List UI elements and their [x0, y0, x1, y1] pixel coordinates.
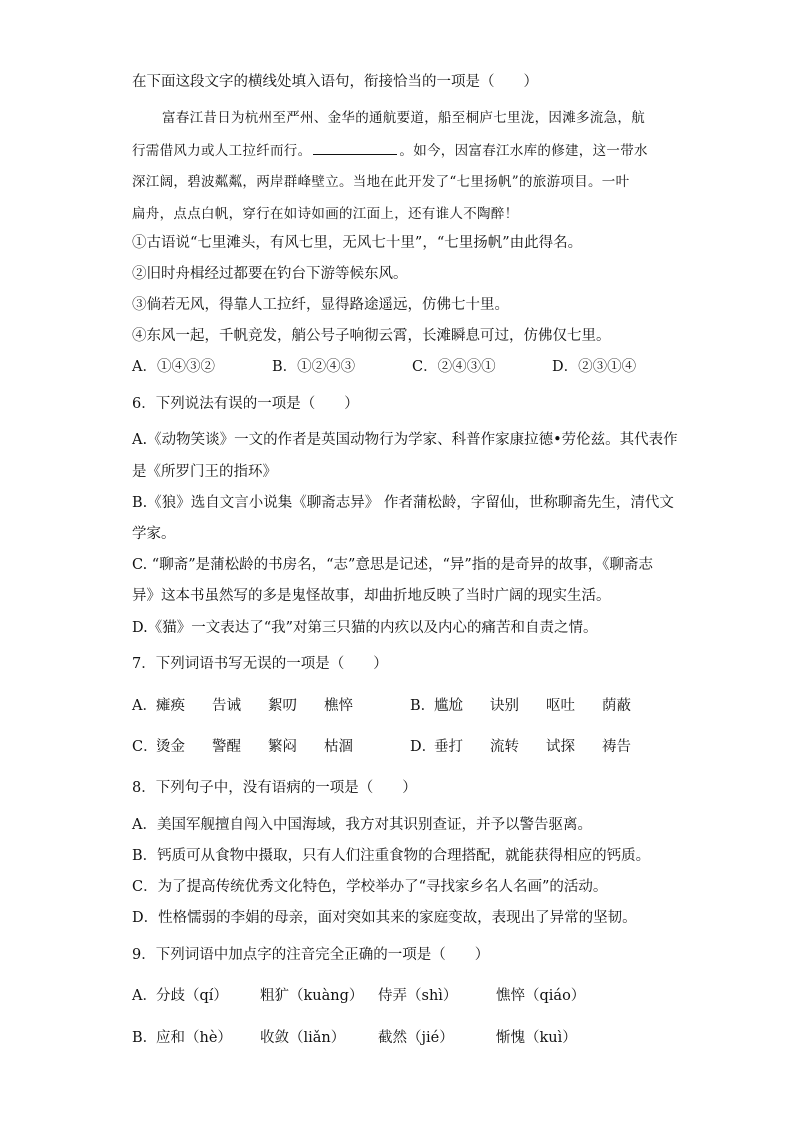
q7-label-c: C． — [132, 739, 158, 755]
q7-c-word-3: 繁闷 — [268, 739, 297, 755]
q7-label-d: D． — [410, 739, 437, 755]
q5-sentence-3: ③倘若无风，得靠人工拉纤，显得路途遥远，仿佛七十里。 — [132, 297, 509, 313]
q5-answer-blank — [313, 140, 397, 155]
q5-option-d: D．②③①④ — [552, 359, 637, 375]
q7-c-word-2: 警醒 — [212, 739, 241, 755]
q6-option-d: D.《猫》一文表达了“我”对第三只猫的内疚以及内心的痛苦和自责之情。 — [132, 620, 598, 636]
q6-option-c-line-1: C. “聊斋”是蒲松龄的书房名，“志”意思是记述，“异”指的是奇异的故事，《聊斋志 — [132, 557, 654, 573]
q5-option-a: A．①④③② — [132, 359, 215, 375]
q5-option-c: C．②④③① — [412, 359, 496, 375]
q7-b-word-2: 诀别 — [490, 698, 519, 714]
q5-option-b: B．①②④③ — [272, 359, 356, 375]
q5-sentence-2: ②旧时舟楫经过都要在钓台下游等候东风。 — [132, 266, 408, 282]
q5-passage-line-2 — [132, 140, 648, 161]
q9-a-item-4: 憔悴（qiáo） — [496, 988, 586, 1004]
q5-passage-text-2a: 行需借风力或人工拉纤而行。 — [132, 143, 312, 159]
q9-a-item-3: 侍弄（shì） — [378, 988, 458, 1004]
q6-option-c-line-2: 异》这本书虽然写的多是鬼怪故事，却曲折地反映了当时广阔的现实生活。 — [132, 588, 611, 604]
q8-option-d: D．性格懦弱的李娟的母亲，面对突如其来的家庭变故，表现出了异常的坚韧。 — [132, 910, 637, 926]
q7-b-word-1: 尴尬 — [434, 698, 463, 714]
q9-a-item-1: 分歧（qí） — [156, 988, 228, 1004]
q7-a-word-4: 樵悴 — [324, 698, 353, 714]
q9-stem: 9．下列词语中加点字的注音完全正确的一项是（ ） — [132, 947, 490, 963]
q6-option-a-line-2: 是《所罗门王的指环》 — [132, 464, 277, 480]
q8-option-a: A．美国军舰擅自闯入中国海域，我方对其识别查证，并予以警告驱离。 — [132, 817, 592, 833]
q9-b-item-2: 收敛（liǎn） — [260, 1030, 346, 1046]
q6-option-a-line-1: A.《动物笑谈》一文的作者是英国动物行为学家、科普作家康拉德•劳伦兹。其代表作 — [132, 432, 678, 448]
q5-sentence-1: ①古语说“七里滩头，有风七里，无风七十里”，“七里扬帆”由此得名。 — [132, 235, 583, 251]
q9-b-item-1: 应和（hè） — [156, 1030, 232, 1046]
q8-option-c: C．为了提高传统优秀文化特色，学校举办了“寻找家乡名人名画”的活动。 — [132, 879, 608, 895]
q7-c-word-1: 烫金 — [156, 739, 185, 755]
q7-b-word-3: 呕吐 — [546, 698, 575, 714]
q7-a-word-3: 絮叨 — [268, 698, 297, 714]
q7-a-word-1: 瘫痪 — [156, 698, 185, 714]
q8-stem: 8．下列句子中，没有语病的一项是（ ） — [132, 780, 417, 796]
q7-stem: 7．下列词语书写无误的一项是（ ） — [132, 656, 388, 672]
q7-options-row-2 — [132, 737, 631, 757]
q5-passage-line-1: 富春江昔日为杭州至严州、金华的通航要道，船至桐庐七里泷，因滩多流急，航 — [162, 110, 645, 126]
q5-options — [132, 357, 636, 377]
q7-d-word-3: 试探 — [546, 739, 575, 755]
q9-b-item-4: 惭愧（kuì） — [496, 1030, 577, 1046]
q5-sentence-4: ④东风一起，千帆竞发，艄公号子响彻云霄，长滩瞬息可过，仿佛仅七里。 — [132, 328, 611, 344]
q7-d-word-4: 祷告 — [602, 739, 631, 755]
q5-passage-line-3: 深江阔，碧波粼粼，两岸群峰壁立。当地在此开发了“七里扬帆”的旅游项目。一叶 — [132, 174, 630, 190]
q6-stem: 6．下列说法有误的一项是（ ） — [132, 396, 359, 412]
q7-a-word-2: 告诫 — [212, 698, 241, 714]
q7-c-word-4: 枯涸 — [324, 739, 353, 755]
q7-b-word-4: 荫蔽 — [602, 698, 631, 714]
q9-options-row-1 — [132, 986, 585, 1006]
q9-label-a: A． — [132, 988, 157, 1004]
q6-option-b-line-1: B.《狼》选自文言小说集《聊斋志异》 作者蒲松龄，字留仙，世称聊斋先生，清代文 — [132, 495, 674, 511]
q9-options-row-2 — [132, 1028, 577, 1048]
q7-d-word-1: 垂打 — [434, 739, 463, 755]
q9-b-item-3: 截然（jié） — [378, 1030, 454, 1046]
q9-label-b: B． — [132, 1030, 158, 1046]
q6-option-b-line-2: 学家。 — [132, 526, 176, 542]
q7-label-b: B． — [410, 698, 436, 714]
q7-label-a: A． — [132, 698, 157, 714]
q5-stem: 在下面这段文字的横线处填入语句，衔接恰当的一项是（ ） — [132, 74, 538, 90]
q8-option-b: B．钙质可从食物中摄取，只有人们注重食物的合理搭配，就能获得相应的钙质。 — [132, 848, 651, 864]
q9-a-item-2: 粗犷（kuàng） — [260, 988, 364, 1004]
q5-passage-text-2b: 。如今，因富春江水库的修建，这一带水 — [399, 143, 648, 159]
q5-passage-line-4: 扁舟，点点白帆，穿行在如诗如画的江面上，还有谁人不陶醉！ — [132, 206, 519, 222]
q7-options-row-1 — [132, 696, 631, 716]
q7-d-word-2: 流转 — [490, 739, 519, 755]
